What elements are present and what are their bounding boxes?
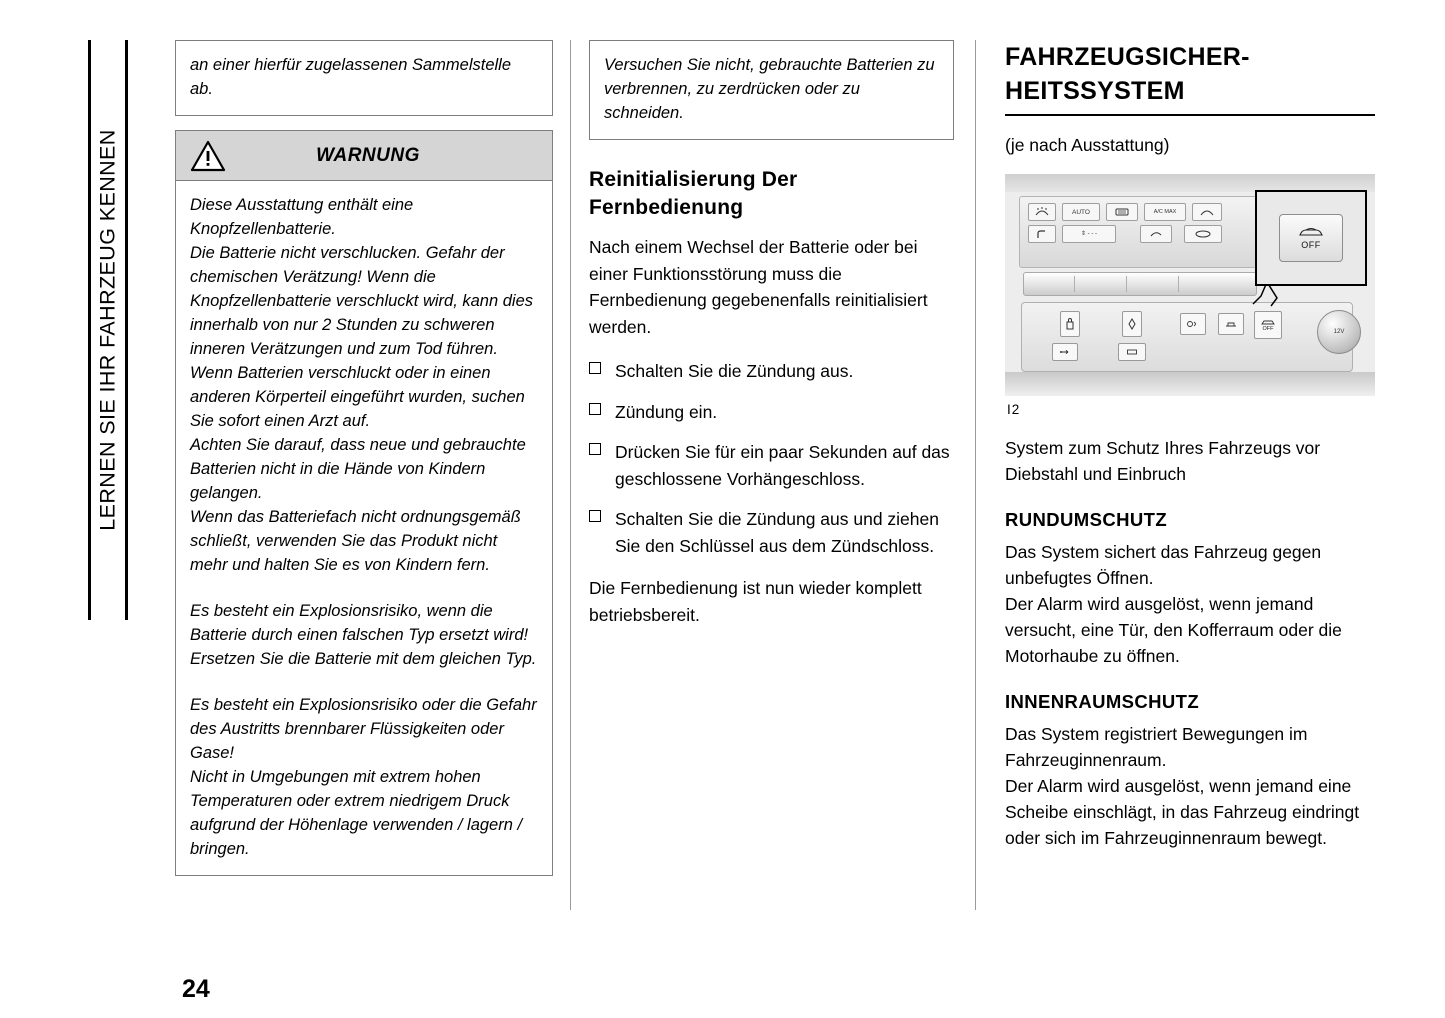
availability-note: (je nach Ausstattung) (1005, 135, 1170, 155)
page-title-line2: HEITSSYSTEM (1005, 77, 1185, 105)
warning-paragraph: Wenn das Batteriefach nicht ordnungsgemäß schließt, verwenden Sie das Produkt nicht mehr und halten Sie es von Kindern fern. (190, 508, 521, 574)
warning-paragraph: Die Batterie nicht verschlucken. Gefahr der chemischen Verätzung! Wenn die Knopfzellenbatterie verschluckt wird, kann dies innerhalb von nur 2 Stunden zu schweren inneren Verätzungen und zum Tod führen. (190, 244, 534, 358)
warning-paragraph: Es besteht ein Explosionsrisiko oder die Gefahr des Austritts brennbarer Flüssigkeiten oder Gase! (190, 696, 537, 762)
column-two (589, 40, 954, 646)
perimeter-paragraph: Das System sichert das Fahrzeug gegen unbefugtes Öffnen. (1005, 542, 1322, 588)
warning-paragraph: Achten Sie darauf, dass neue und gebrauchte Batterien nicht in die Hände von Kindern gelangen. (190, 436, 526, 502)
ac-max-button: A/C MAX (1144, 203, 1186, 221)
step-text: Schalten Sie die Zündung aus. (615, 361, 854, 381)
section-heading-reinit: Reinitialisierung Der Fernbedienung (589, 168, 798, 219)
chapter-tab (88, 40, 128, 620)
list-item (589, 399, 954, 426)
reinit-intro-text: Nach einem Wechsel der Batterie oder bei einer Funktionsstörung muss die Fernbedienung gegebenenfalls reinitialisiert werden. (589, 237, 928, 337)
column-three (1005, 40, 1375, 867)
chapter-tab-label: LERNEN SIE IHR FAHRZEUG KENNEN (95, 129, 120, 531)
step-marker-icon (589, 510, 601, 522)
continuation-text: an einer hierfür zugelassenen Sammelstelle ab. (190, 56, 512, 98)
warning-title: WARNUNG (316, 144, 420, 166)
interior-paragraph: Das System registriert Bewegungen im Fahrzeuginnenraum. (1005, 724, 1308, 770)
column-divider-2 (975, 40, 976, 910)
dash-bottom-edge (1005, 372, 1375, 396)
column-divider-1 (570, 40, 571, 910)
step-text: Zündung ein. (615, 401, 718, 422)
auto-button: AUTO (1062, 203, 1100, 221)
page-number: 24 (182, 975, 210, 1003)
warning-paragraph: Diese Ausstattung enthält eine Knopfzellenbatterie. (190, 196, 414, 238)
temperature-display: ⇕ - - - (1062, 225, 1116, 243)
step-text: Schalten Sie die Zündung aus und ziehen Sie den Schlüssel aus dem Zündschloss. (615, 509, 939, 556)
warning-paragraph: Wenn Batterien verschluckt oder in einen anderen Körperteil eingeführt wurden, suchen Sie sofort einen Arzt auf. (190, 364, 525, 430)
warning-triangle-icon (190, 140, 226, 172)
warning-paragraph: Es besteht ein Explosionsrisiko, wenn die Batterie durch einen falschen Typ ersetzt wird! Ersetzen Sie die Batterie mit dem gleichen Typ. (190, 602, 537, 668)
step-text: Drücken Sie für ein paar Sekunden auf das geschlossene Vorhängeschloss. (615, 442, 950, 489)
subsection-heading-interior: INNENRAUMSCHUTZ (1005, 691, 1200, 712)
warning-box (175, 180, 553, 876)
list-item (589, 506, 954, 559)
car-alarm-off-icon (1298, 226, 1324, 238)
warning-header (175, 130, 553, 180)
battery-disposal-text: Versuchen Sie nicht, gebrauchte Batterien zu verbrennen, zu zerdrücken oder zu schneiden. (604, 56, 935, 122)
step-marker-icon (589, 403, 601, 415)
reinit-step-list (589, 358, 954, 559)
warning-paragraph: Nicht in Umgebungen mit extrem hohen Temperaturen oder extrem niedrigem Druck aufgrund der Höhenlage verwenden / lagern / bringen. (190, 768, 523, 858)
page-title (1005, 40, 1375, 108)
column-one (175, 40, 553, 876)
security-system-intro: System zum Schutz Ihres Fahrzeugs vor Diebstahl und Einbruch (1005, 438, 1321, 484)
continuation-box (175, 40, 553, 116)
step-marker-icon (589, 362, 601, 374)
list-item (589, 439, 954, 492)
dashboard-figure (1005, 174, 1375, 396)
step-marker-icon (589, 443, 601, 455)
perimeter-paragraph: Der Alarm wird ausgelöst, wenn jemand versucht, eine Tür, den Kofferraum oder die Motorhaube zu öffnen. (1005, 594, 1342, 666)
reinit-closing-text: Die Fernbedienung ist nun wieder komplett betriebsbereit. (589, 578, 922, 625)
subsection-heading-perimeter: RUNDUMSCHUTZ (1005, 509, 1168, 530)
power-socket-12v: 12V (1317, 310, 1361, 354)
title-rule (1005, 114, 1375, 116)
alarm-off-callout (1255, 190, 1367, 286)
figure-caption: I2 (1007, 402, 1021, 417)
alarm-off-label: OFF (1262, 326, 1274, 332)
callout-off-label: OFF (1301, 240, 1321, 250)
page-title-line1: FAHRZEUGSICHER- (1005, 43, 1250, 71)
list-item (589, 358, 954, 385)
callout-alarm-off-button (1279, 214, 1343, 262)
interior-paragraph: Der Alarm wird ausgelöst, wenn jemand eine Scheibe einschlägt, in das Fahrzeug eindringt oder sich im Fahrzeuginnenraum bewegt. (1005, 776, 1360, 848)
battery-disposal-box (589, 40, 954, 140)
